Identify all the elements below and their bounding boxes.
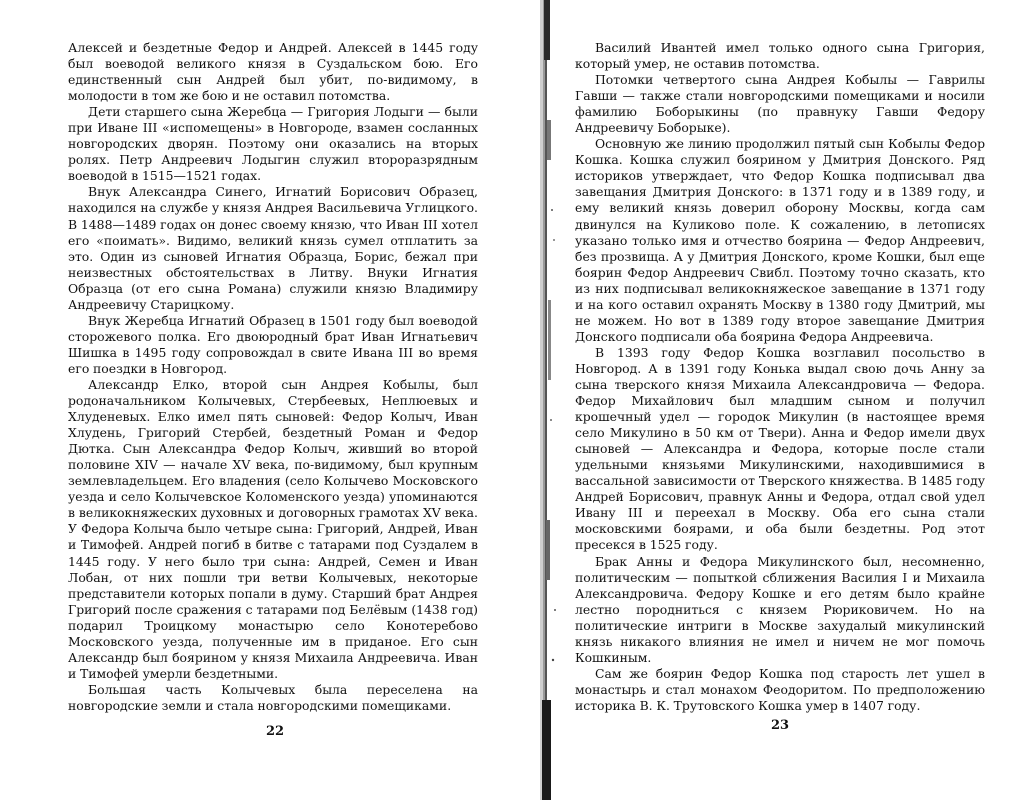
right-paragraph: В 1393 году Федор Кошка возглавил посольство в Новгород. А в 1391 году Конька выдал свою дочь Анну за сына тверского князя Михаила Александровича — Федора. Федор Михайлович был младшим сыном и получил крошечный удел — городок Микулин (в настоящее время село Микулино в 50 км от Твери). Анна и Федор имели двух сыновей — Александра и Федора, которые после стали удельными князьями Микулинскими, находившимися в вассальной зависимости от Тверского княжества. В 1485 году Андрей Борисович, правнук Анны и Федора, отдал свой удел Ивану III и переехал в Москву. Оба его сына стали московскими боярами, и оба были бездетны. Род этот пресекся в 1525 году.	[575, 344, 985, 553]
gutter-scan-noise	[532, 0, 562, 800]
left-page	[68, 40, 478, 714]
left-paragraph: Большая часть Колычевых была переселена на новгородские земли и стала новгородскими помещиками.	[68, 681, 478, 713]
right-page	[575, 40, 985, 714]
left-paragraph: Александр Елко, второй сын Андрея Кобылы, был родоначальником Колычевых, Стербеевых, Неплюевых и Хлуденевых. Елко имел пять сыновей: Федор Колыч, Иван Хлудень, Григорий Стербей, бездетный Роман и Федор Дютка. Сын Александра Федор Колыч, живший во второй половине XIV — начале XV века, по-видимому, был крупным землевладельцем. Его владения (село Колычево Московского уезда и село Колычевское Коломенского уезда) упоминаются в великокняжеских духовных и договорных грамотах XV века. У Федора Колыча было четыре сына: Григорий, Андрей, Иван и Тимофей. Андрей погиб в битве с татарами под Суздалем в 1445 году. У него было три сына: Андрей, Семен и Иван Лобан, от них пошли три ветви Колычевых, некоторые представители которых попали в думу. Старший брат Андрея Григорий после сражения с татарами под Белёвым (1438 год) подарил Троицкому монастырю село Конотеребово Московского уезда, полученные им в приданое. Его сын Александр был боярином у князя Михаила Андреевича. Иван и Тимофей умерли бездетными.	[68, 376, 478, 681]
book-gutter-shadow	[532, 0, 562, 800]
left-paragraph: Алексей и бездетные Федор и Андрей. Алексей в 1445 году был воеводой великого князя в Суздальском бою. Его единственный сын Андрей был убит, по-видимому, в молодости в том же бою и не оставил потомства.	[68, 40, 478, 104]
right-paragraph: Брак Анны и Федора Микулинского был, несомненно, политическим — попыткой сближения Василия I и Михаила Александровича. Федору Кошке и его детям было крайне лестно породниться с князем Рюриковичем. Но на политические интриги в Москве захудалый микулинский князь никакого влияния не имел и ничем не мог помочь Кошкиным.	[575, 553, 985, 665]
right-paragraph: Сам же боярин Федор Кошка под старость лет ушел в монастырь и стал монахом Феодоритом. По предположению историка В. К. Трутовского Кошка умер в 1407 году.	[575, 665, 985, 713]
left-paragraph: Внук Александра Синего, Игнатий Борисович Образец, находился на службе у князя Андрея Васильевича Углицкого. В 1488—1489 годах он донес своему князю, что Иван III хотел его «поимать». Видимо, великий князь сумел отплатить за это. Один из сыновей Игнатия Образца, Борис, бежал при неизвестных обстоятельствах в Литву. Внуки Игнатия Образца (от его сына Романа) служили князю Владимиру Андреевичу Старицкому.	[68, 184, 478, 312]
right-page-number: 23	[771, 718, 790, 733]
right-paragraph: Василий Ивантей имел только одного сына Григория, который умер, не оставив потомства.	[575, 40, 985, 72]
left-paragraph: Дети старшего сына Жеребца — Григория Лодыги — были при Иване III «испомещены» в Новгороде, взамен сосланных новгородских дворян. Поэтому они оказались на вторых ролях. Петр Андреевич Лодыгин служил второразрядным воеводой в 1515—1521 годах.	[68, 104, 478, 184]
left-page-number: 22	[266, 724, 285, 739]
right-paragraph: Потомки четвертого сына Андрея Кобылы — Гаврилы Гавши — также стали новгородскими помещиками и носили фамилию Боборыкины (по правнуку Гавши Федору Андреевичу Боборыке).	[575, 72, 985, 136]
right-paragraph: Основную же линию продолжил пятый сын Кобылы Федор Кошка. Кошка служил боярином у Дмитрия Донского. Ряд историков утверждает, что Федор Кошка подписывал два завещания Дмитрия Донского: в 1371 году и в 1389 году, и ему великий князь доверил оборону Москвы, когда сам двинулся на Куликово поле. К сожалению, в летописях указано только имя и отчество боярина — Федор Андреевич, без прозвища. А у Дмитрия Донского, кроме Кошки, был еще боярин Федор Андреевич Свибл. Поэтому точно сказать, кто из них подписывал великокняжеское завещание в 1371 году и на кого оставил охранять Москву в 1380 году Дмитрий, мы не можем. Но вот в 1389 году второе завещание Дмитрия Донского подписали оба боярина Федора Андреевича.	[575, 136, 985, 344]
left-paragraph: Внук Жеребца Игнатий Образец в 1501 году был воеводой сторожевого полка. Его двоюродный брат Иван Игнатьевич Шишка в 1495 году сопровождал в свите Ивана III во время его поездки в Новгород.	[68, 312, 478, 376]
